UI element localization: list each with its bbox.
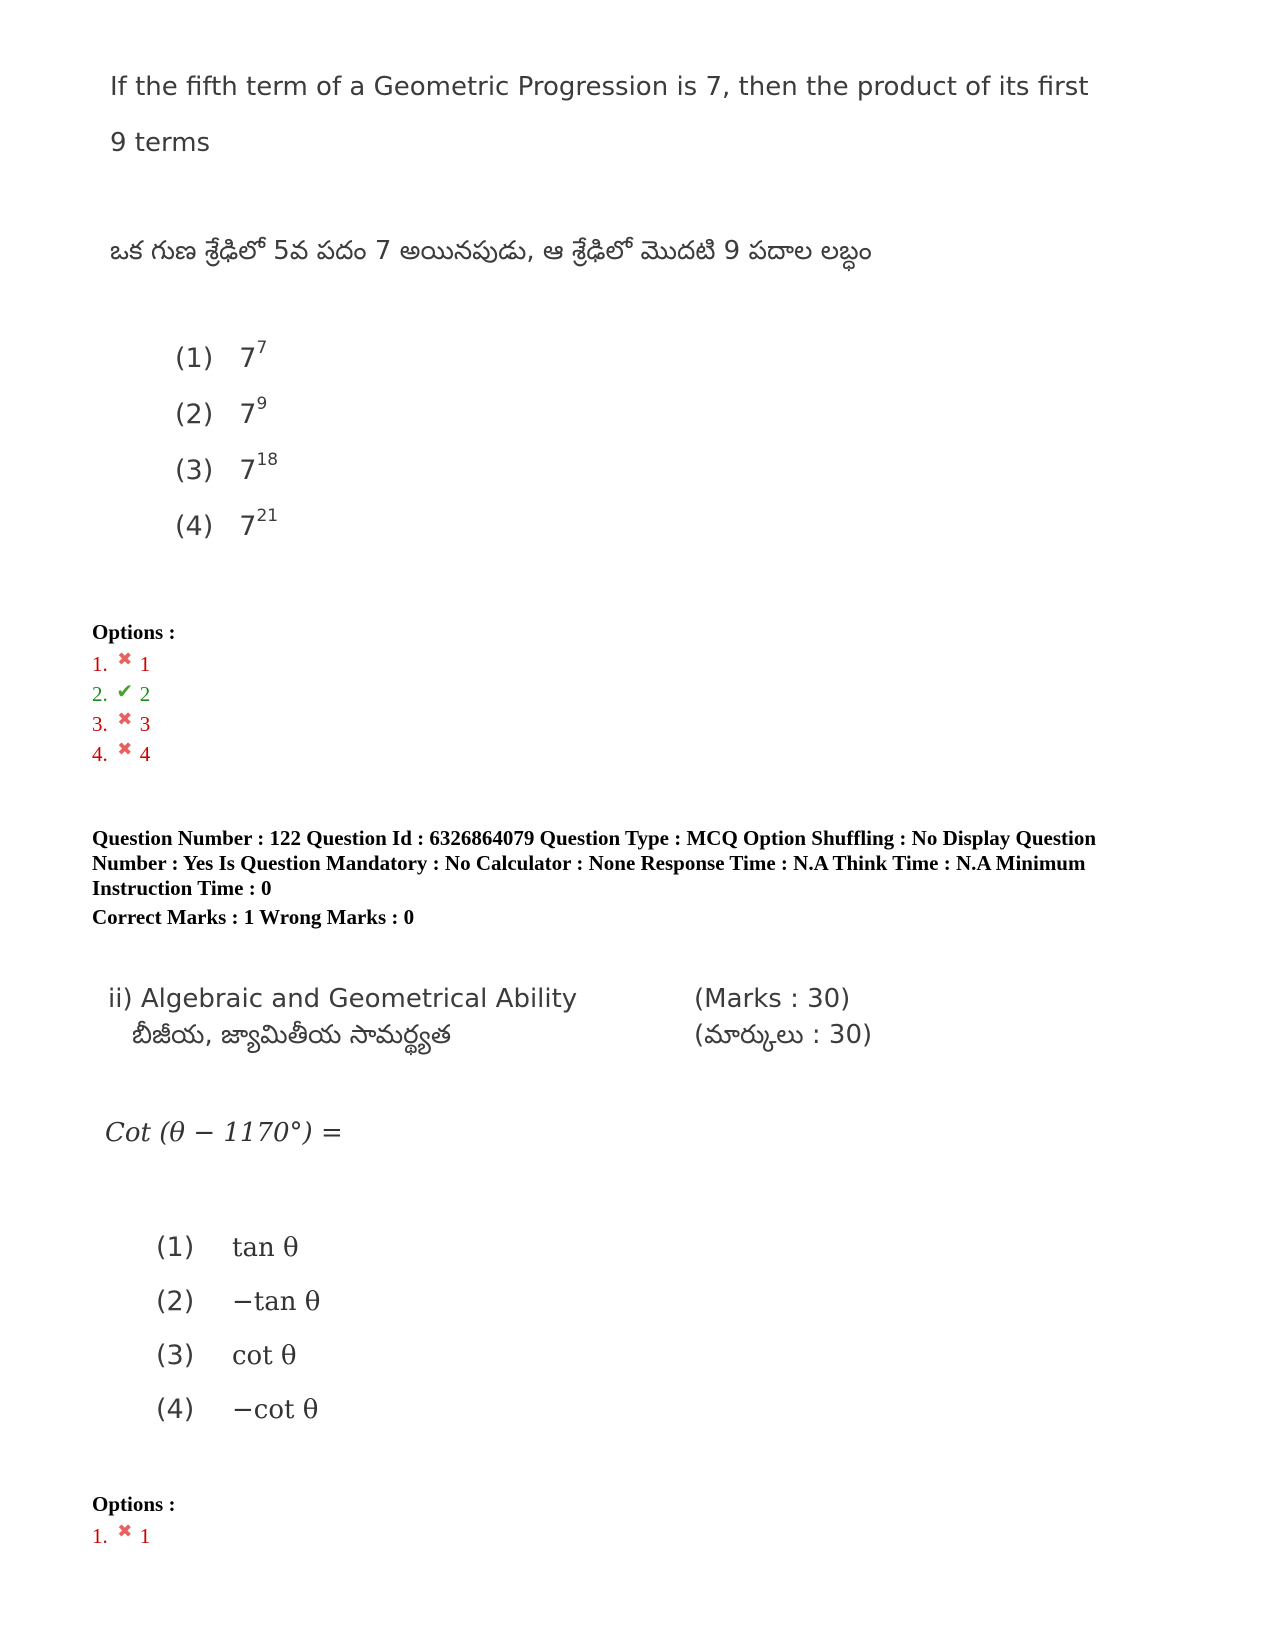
answer-list-2 (92, 1521, 151, 1554)
answer-item: 2. ✔ 2 (92, 681, 151, 706)
choice-item: (2) −tan θ (156, 1286, 321, 1317)
choice-item: (2) $7^9$ (175, 394, 268, 430)
options-label-2: Options : (92, 1492, 176, 1516)
marks-info: Correct Marks : 1 Wrong Marks : 0 (92, 905, 415, 929)
answer-item: 1. ✖ 1 (92, 649, 151, 676)
answer-list (92, 649, 151, 772)
section-marks-te: (మార్కులు : 30) (694, 1020, 873, 1050)
meta-line: Question Number : 122 Question Id : 6326864079 Question Type : MCQ Option Shuffling : No Display Question (92, 826, 1097, 850)
question-expression: Cot (θ − 1170°) = (105, 1118, 343, 1148)
question-text-en-line2: 9 terms (110, 128, 211, 158)
cross-icon: ✖ (117, 709, 133, 729)
check-icon: ✔ (116, 681, 134, 703)
section-marks-en: (Marks : 30) (694, 984, 851, 1014)
options-label: Options : (92, 620, 176, 644)
choice-item: (3) $7^{18}$ (175, 450, 279, 486)
section-title-te: బీజీయ, జ్యామితీయ సామర్థ్యత (132, 1020, 452, 1050)
answer-item: 4. ✖ 4 (92, 739, 151, 766)
answer-item: 1. ✖ 1 (92, 1521, 151, 1548)
question-text-te: ఒక గుణ శ్రేఢిలో 5వ పదం 7 అయినపుడు, ఆ శ్రేఢిలో మొదటి 9 పదాల లబ్ధం (110, 236, 872, 266)
cross-icon: ✖ (117, 649, 133, 669)
choice-item: (3) cot θ (156, 1340, 297, 1371)
choice-list-2 (156, 1232, 320, 1448)
section-title-en: ii) Algebraic and Geometrical Ability (108, 984, 578, 1014)
choice-item: (4) −cot θ (156, 1394, 319, 1425)
cross-icon: ✖ (117, 1521, 133, 1541)
cross-icon: ✖ (117, 739, 133, 759)
choice-item: (1) $7^7$ (175, 338, 268, 374)
answer-item: 3. ✖ 3 (92, 709, 151, 736)
choice-item: (4) $7^{21}$ (175, 506, 279, 542)
choice-list (175, 338, 279, 566)
meta-line: Number : Yes Is Question Mandatory : No Calculator : None Response Time : N.A Think Time : N.A Minimum (92, 851, 1086, 875)
meta-line: Instruction Time : 0 (92, 876, 272, 900)
choice-item: (1) tan θ (156, 1232, 299, 1263)
question-meta (92, 826, 1192, 901)
question-text-en-line1: If the fifth term of a Geometric Progression is 7, then the product of its first (110, 72, 1089, 102)
